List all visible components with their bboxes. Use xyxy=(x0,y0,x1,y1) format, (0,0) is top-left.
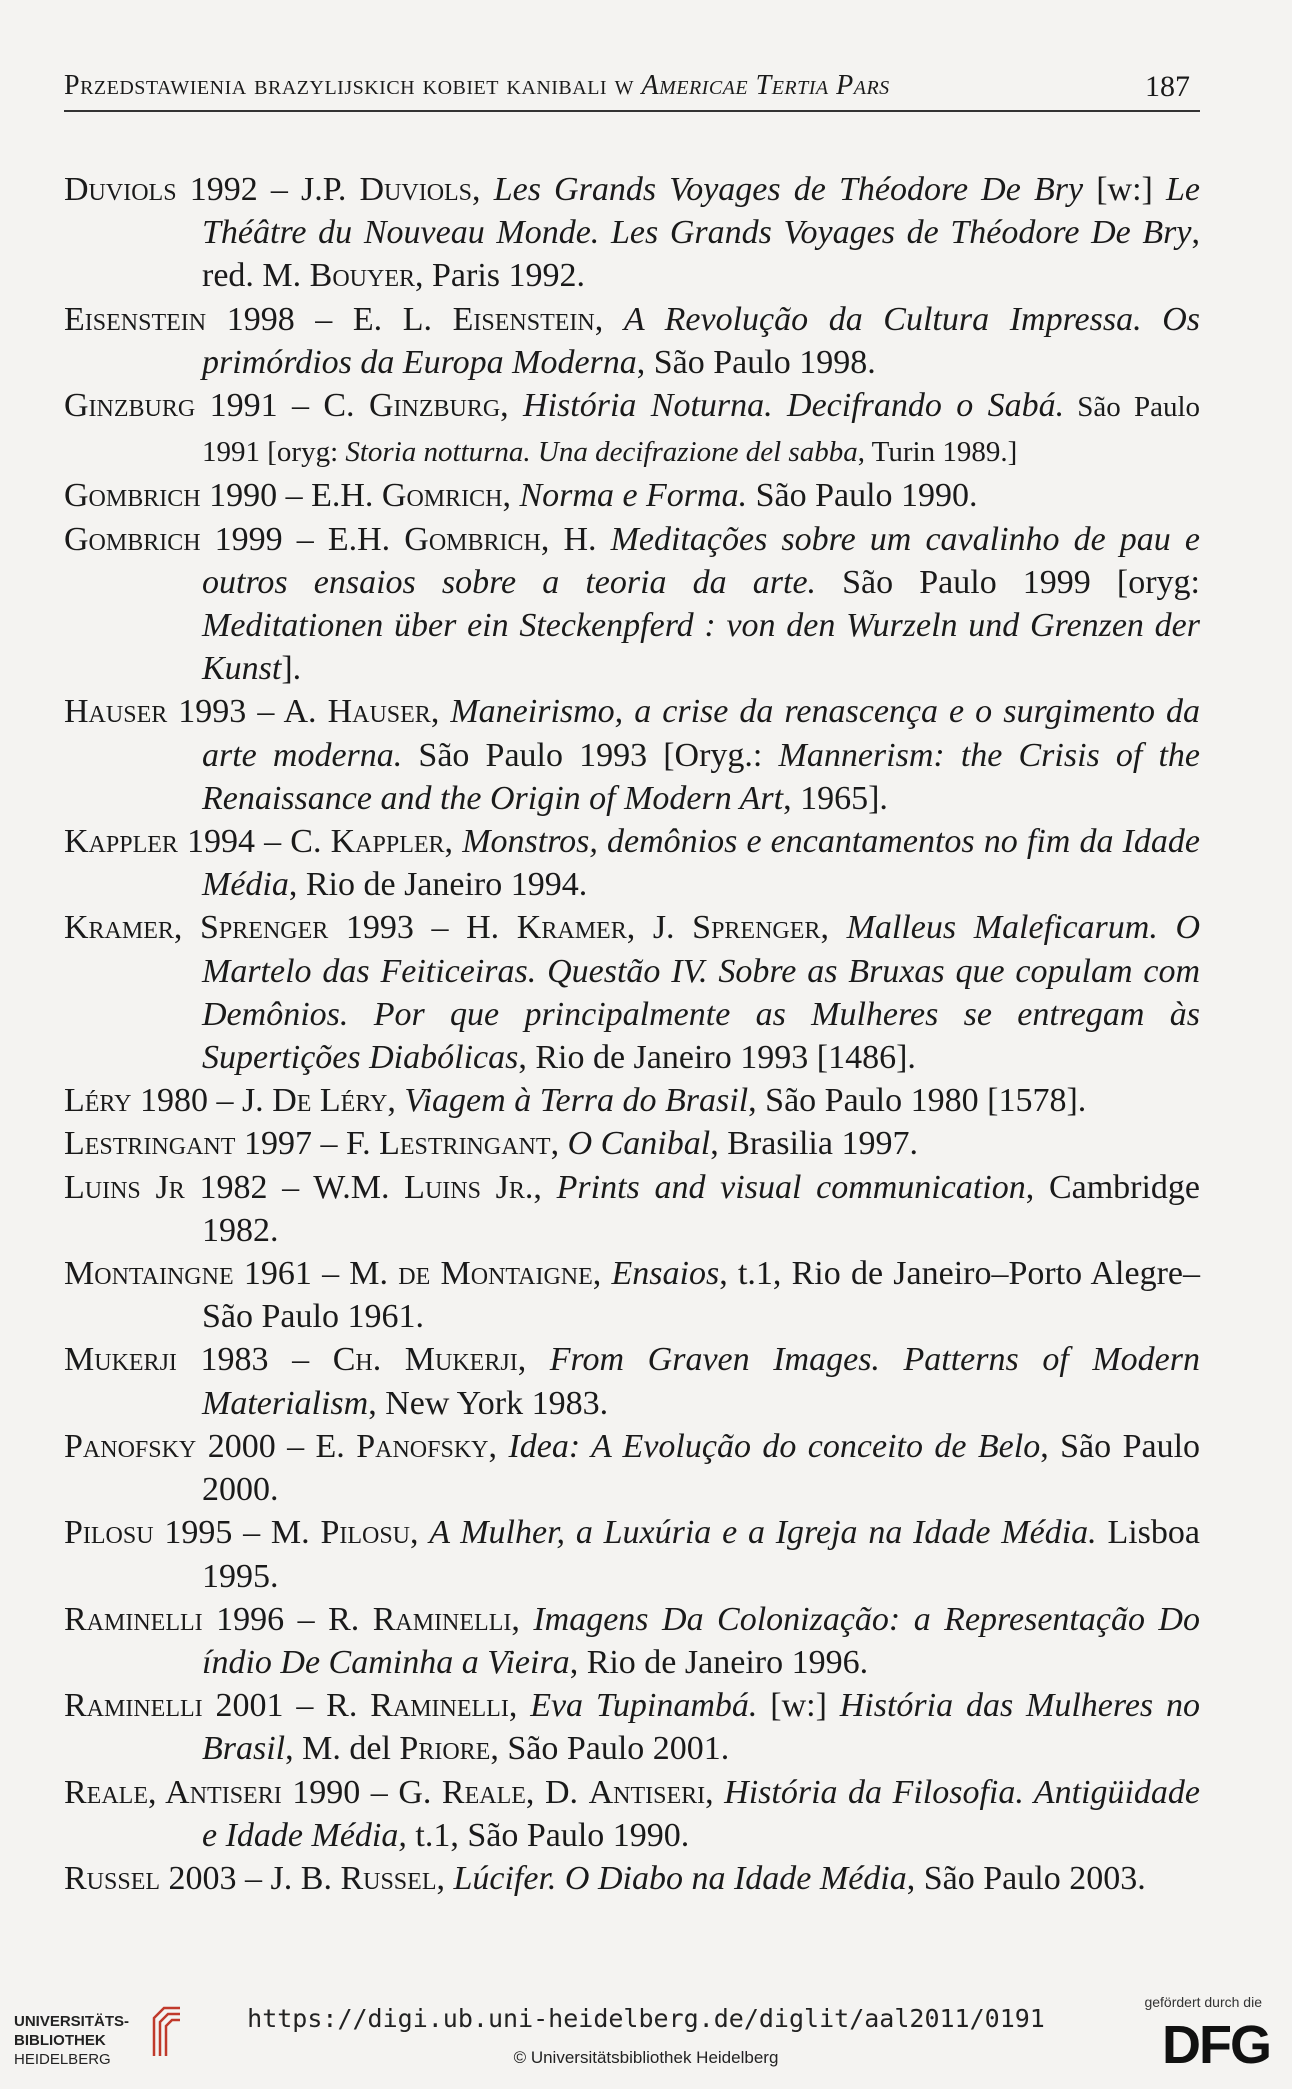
bibliography-entry xyxy=(64,1598,1200,1684)
entry-segment: Gombrich xyxy=(64,520,201,558)
entry-segment: De Léry xyxy=(272,1082,388,1120)
bibliography-entry xyxy=(64,168,1200,298)
entry-segment: t.1, São Paulo 1990. xyxy=(406,1816,690,1854)
entry-segment: Panofsky xyxy=(356,1427,489,1465)
entry-segment: 2001 – R. xyxy=(202,1687,371,1725)
entry-segment: , xyxy=(508,1687,531,1725)
entry-segment: Eva Tupinambá. xyxy=(530,1687,758,1725)
bibliography-entry xyxy=(64,1122,1200,1165)
entry-segment: , xyxy=(500,387,524,425)
entry-segment: 2003 – J. B. xyxy=(160,1859,341,1897)
entry-segment: , D. xyxy=(525,1773,589,1811)
entry-segment: Gombrich xyxy=(404,520,541,558)
entry-segment: 1994 – C. xyxy=(177,823,331,861)
page-footer xyxy=(0,1990,1292,2089)
running-title-italic: Americae Tertia Pars xyxy=(641,70,890,101)
running-header xyxy=(64,70,1200,112)
entry-segment: 1982 – W.M. xyxy=(184,1168,405,1206)
entry-segment: Kappler xyxy=(330,823,445,861)
bibliography-entry xyxy=(64,384,1200,474)
bibliography-list xyxy=(64,168,1200,1900)
entry-segment: , São Paulo 1998. xyxy=(636,343,876,381)
entry-segment: , Rio de Janeiro 1996. xyxy=(569,1643,869,1681)
entry-segment: , xyxy=(820,909,847,947)
entry-segment: 1991 – C. xyxy=(195,387,369,425)
entry-segment: Russel xyxy=(340,1859,437,1897)
entry-segment: Montaingne xyxy=(64,1255,234,1293)
entry-segment: , xyxy=(511,1600,534,1638)
entry-segment: , xyxy=(594,300,624,338)
bibliography-entry xyxy=(64,1338,1200,1424)
entry-segment: Le Théâtre du Nouveau Monde. Les Grands Voyages de Théodore De Bry xyxy=(202,171,1200,252)
entry-segment: Priore xyxy=(399,1730,491,1768)
entry-segment: São Paulo 1993 [Oryg.: xyxy=(402,736,779,774)
entry-segment: Les Grands Voyages de Théodore De Bry xyxy=(493,171,1084,208)
entry-segment: 1992 – J.P. xyxy=(176,171,360,208)
running-title: Przedstawienia brazylijskich kobiet kanibali w Americae Tertia Pars xyxy=(64,70,890,101)
entry-segment: Duviols xyxy=(359,171,473,208)
entry-segment: , Brasilia 1997. xyxy=(710,1125,918,1163)
bibliography-entry xyxy=(64,1511,1200,1597)
entry-segment: Lisboa 1995. xyxy=(202,1514,1200,1595)
entry-segment: Eisenstein xyxy=(64,300,207,338)
entry-segment: Kramer xyxy=(516,909,627,947)
entry-segment: , xyxy=(592,1255,612,1293)
entry-segment: São Paulo 1999 [oryg: xyxy=(816,563,1200,601)
entry-segment: , xyxy=(430,693,451,731)
entry-segment: Gombrich xyxy=(64,477,201,515)
entry-segment: , xyxy=(517,1341,550,1379)
entry-segment: Duviols xyxy=(64,171,177,208)
entry-segment: , Turin 1989.] xyxy=(857,436,1018,469)
entry-segment: 1998 – E. L. xyxy=(206,300,453,338)
entry-segment: O Canibal xyxy=(567,1125,711,1163)
entry-segment: , t.1, Rio de Janeiro–Porto Alegre–São Paulo 1961. xyxy=(202,1255,1201,1336)
entry-segment: Monstros, demônios e encantamentos no fim da Idade Média xyxy=(202,823,1201,904)
entry-segment: , São Paulo 2003. xyxy=(906,1859,1146,1897)
entry-segment: 1990 – E.H. xyxy=(200,477,382,515)
entry-segment: Kappler xyxy=(64,823,178,861)
entry-segment: Hauser xyxy=(327,693,431,731)
bibliography-entry xyxy=(64,1684,1200,1770)
bibliography-entry xyxy=(64,1857,1200,1900)
entry-segment: Meditationen über ein Steckenpferd : von den Wurzeln und Grenzen der Kunst xyxy=(202,607,1200,688)
entry-segment: História das Mulheres no Brasil xyxy=(202,1687,1200,1768)
entry-segment: , xyxy=(436,1859,454,1897)
entry-segment: , xyxy=(488,1427,509,1465)
entry-segment: Eisenstein xyxy=(452,300,595,338)
entry-segment: 1996 – R. xyxy=(202,1600,373,1638)
entry-segment: , Rio de Janeiro 1993 [1486]. xyxy=(518,1039,916,1077)
entry-segment: 1990 – G. xyxy=(281,1773,442,1811)
entry-segment: Raminelli xyxy=(64,1687,203,1725)
bibliography-entry xyxy=(64,1771,1200,1857)
entry-segment: Panofsky xyxy=(64,1427,197,1465)
entry-segment: From Graven Images. Patterns of Modern Materialism xyxy=(202,1341,1201,1422)
entry-segment: 1961 – M. xyxy=(233,1255,399,1293)
entry-segment: Mannerism: the Crisis of the Renaissance and the Origin of Modern Art xyxy=(202,736,1201,817)
entry-segment: A Revolução da Cultura Impressa. Os primórdios da Europa Moderna xyxy=(202,300,1200,381)
entry-segment: , M. del xyxy=(285,1730,400,1768)
entry-segment: , São Paulo 1980 [1578]. xyxy=(748,1082,1087,1120)
entry-segment: , xyxy=(410,1514,430,1552)
source-url[interactable]: https://digi.ub.uni-heidelberg.de/diglit/aal2011/0191 xyxy=(247,2004,1045,2033)
entry-segment: , 1965]. xyxy=(783,779,888,817)
entry-segment: Léry xyxy=(64,1082,132,1120)
entry-segment: , J. xyxy=(626,909,693,947)
entry-segment: Ginzburg xyxy=(368,387,501,425)
entry-segment: Bouyer xyxy=(309,257,415,295)
entry-segment: História Noturna. Decifrando o Sabá. xyxy=(523,387,1065,425)
entry-segment: 1993 – H. xyxy=(328,909,517,947)
entry-segment: Prints and visual communication xyxy=(556,1168,1026,1206)
entry-segment: Malleus Maleficarum. O Martelo das Feiticeiras. Questão IV. Sobre as Bruxas que copulam com Demônios. Por que principalmente as Mulheres se entregam às Supertições Diabólicas xyxy=(202,909,1201,1077)
entry-segment: Pilosu xyxy=(320,1514,411,1552)
entry-segment: 1997 – F. xyxy=(235,1125,380,1163)
entry-segment: Lestringant xyxy=(64,1125,236,1163)
entry-segment: Lúcifer. O Diabo na Idade Média xyxy=(453,1859,907,1897)
entry-segment: São Paulo 1991 [oryg: xyxy=(202,391,1200,469)
entry-segment: Imagens Da Colonização: a Representação Do índio De Caminha a Vieira xyxy=(202,1600,1200,1681)
entry-segment: Ch. Mukerji xyxy=(332,1341,518,1379)
entry-segment: A Mulher, a Luxúria e a Igreja na Idade Média. xyxy=(429,1514,1097,1552)
entry-segment: [w:] xyxy=(1083,171,1166,208)
entry-segment: , xyxy=(705,1773,725,1811)
entry-segment: Gomrich xyxy=(381,477,503,515)
bibliography-entry xyxy=(64,1425,1200,1511)
entry-segment: , Paris 1992. xyxy=(415,257,585,295)
dfg-logo: DFG xyxy=(1162,2015,1270,2075)
entry-segment: Raminelli xyxy=(370,1687,509,1725)
entry-segment: Luins Jr xyxy=(64,1168,185,1206)
entry-segment: Lestringant xyxy=(379,1125,551,1163)
entry-segment: de Montaigne xyxy=(398,1255,593,1293)
bibliography-entry xyxy=(64,1079,1200,1122)
entry-segment: , xyxy=(550,1125,568,1163)
entry-segment: Pilosu xyxy=(64,1514,154,1552)
entry-segment: Ensaios xyxy=(611,1255,720,1293)
entry-segment: [w:] xyxy=(757,1687,840,1725)
entry-segment: Russel xyxy=(64,1859,161,1897)
bibliography-entry xyxy=(64,906,1200,1079)
entry-segment: Sprenger xyxy=(692,909,821,947)
library-logo: UNIVERSITÄTS- BIBLIOTHEK HEIDELBERG xyxy=(14,2013,130,2068)
entry-segment: Meditações sobre um cavalinho de pau e outros ensaios sobre a teoria da arte. xyxy=(202,520,1200,601)
entry-segment: Norma e Forma. xyxy=(519,477,748,515)
entry-segment: , xyxy=(502,477,520,515)
bibliography-entry xyxy=(64,820,1200,906)
entry-segment: Hauser xyxy=(64,693,168,731)
entry-segment: ]. xyxy=(281,650,302,688)
entry-segment: São Paulo 1990. xyxy=(747,477,978,515)
entry-segment: Raminelli xyxy=(372,1600,512,1638)
entry-segment: , xyxy=(533,1168,557,1206)
page-number: 187 xyxy=(1145,70,1190,103)
entry-segment: , Cambridge 1982. xyxy=(202,1168,1201,1249)
entry-segment: Kramer, Sprenger xyxy=(64,909,329,947)
entry-segment: 1993 – A. xyxy=(167,693,328,731)
entry-segment: Viagem à Terra do Brasil xyxy=(404,1082,749,1120)
bibliography-entry xyxy=(64,518,1200,691)
entry-segment: , red. M. xyxy=(202,214,1200,295)
entry-segment: Antiseri xyxy=(588,1773,706,1811)
entry-segment: , New York 1983. xyxy=(368,1384,609,1422)
copyright-notice: © Universitätsbibliothek Heidelberg xyxy=(513,2048,779,2067)
entry-segment: 1999 – E.H. xyxy=(200,520,405,558)
entry-segment: , xyxy=(472,171,494,208)
entry-segment: 1980 – J. xyxy=(131,1082,273,1120)
bibliography-entry xyxy=(64,1252,1200,1338)
entry-segment: , xyxy=(387,1082,405,1120)
dfg-caption: gefördert durch die xyxy=(1144,1994,1262,2010)
bibliography-entry xyxy=(64,1166,1200,1252)
entry-segment: Ginzburg xyxy=(64,387,196,425)
entry-segment: Mukerji xyxy=(64,1341,177,1379)
entry-segment: Storia notturna. Una decifrazione del sabba xyxy=(345,436,858,469)
bibliography-entry xyxy=(64,690,1200,820)
entry-segment: Reale xyxy=(441,1773,526,1811)
bibliography-entry xyxy=(64,298,1200,384)
entry-segment: , xyxy=(444,823,463,861)
bibliography-entry xyxy=(64,474,1200,517)
entry-segment: Reale, Antiseri xyxy=(64,1773,282,1811)
entry-segment: , H. xyxy=(540,520,611,558)
entry-segment: 1995 – M. xyxy=(153,1514,321,1552)
entry-segment: 1983 – xyxy=(176,1341,333,1379)
entry-segment: , São Paulo 2001. xyxy=(490,1730,730,1768)
entry-segment: , São Paulo 2000. xyxy=(202,1427,1201,1509)
entry-segment: Maneirismo, a crise da renascença e o surgimento da arte moderna. xyxy=(202,693,1200,774)
entry-segment: , Rio de Janeiro 1994. xyxy=(288,866,588,904)
entry-segment: Idea: A Evolução do conceito de Belo xyxy=(508,1427,1041,1465)
entry-segment: História da Filosofia. Antigüidade e Idade Média, xyxy=(202,1773,1200,1854)
entry-segment: Raminelli xyxy=(64,1600,203,1638)
entry-segment: Luins Jr. xyxy=(404,1168,534,1206)
entry-segment: 2000 – E. xyxy=(196,1427,357,1465)
